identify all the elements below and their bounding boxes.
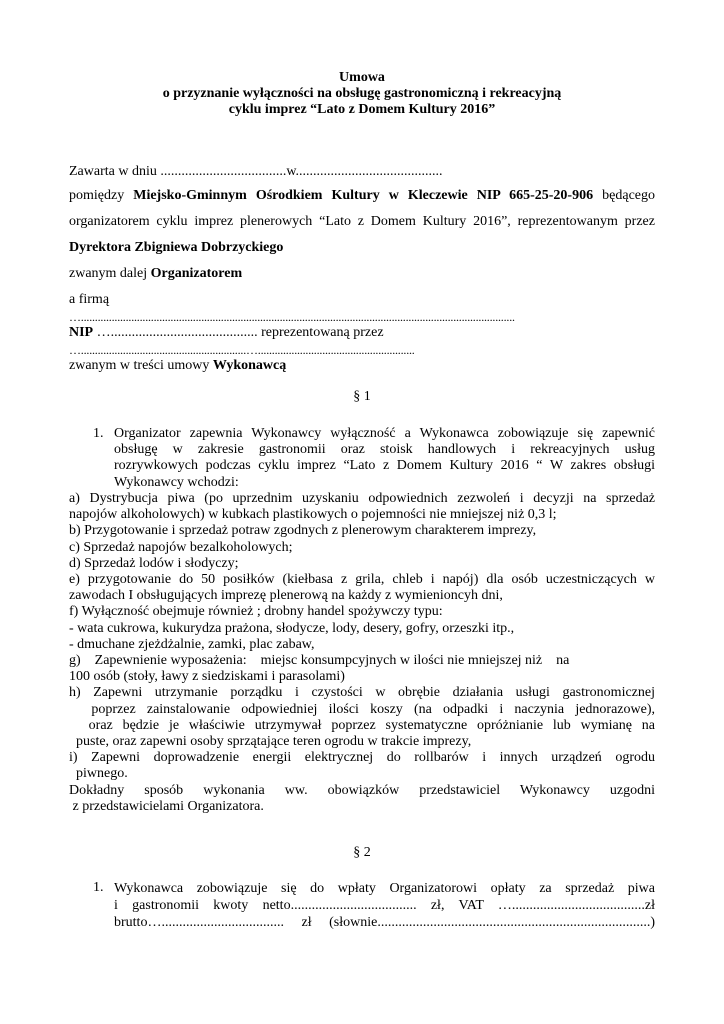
parties-paragraph [69,188,655,204]
organizer-description: organizatorem cyklu imprez plenerowych “Lato z Domem Kultury 2016”, reprezentowanym przez [69,214,655,229]
section-2-item-text: Wykonawca zobowiązuje się do wpłaty Organizatorowi opłaty za sprzedaż piwa i gastronomii kwoty netto.................................... zł, VAT …......................................zł brutto…................................... zł (słownie..............................................................................) [114,881,655,930]
point-f-dash-1: - wata cukrowa, kukurydza prażona, słodycze, lody, desery, gofry, orzeszki itp., [69,620,515,636]
document-title: Umowa [339,70,385,85]
point-h: h) Zapewni utrzymanie porządku i czystości w obrębie działania usługi gastronomicznej [69,685,655,701]
organizer-name: Miejsko-Gminnym Ośrodkiem Kultury w Kleczewie NIP 665-25-20-906 [133,188,594,203]
director-name: Dyrektora Zbigniewa Dobrzyckiego [69,240,284,255]
called-organizer-line: zwanym dalej Organizatorem [69,266,243,281]
point-a: a) Dystrybucja piwa (po uprzednim uzyskaniu odpowiednich zezwoleń i decyzji na sprzedaż [69,491,655,506]
nip-line: NIP ….......................................... reprezentowaną przez [69,325,384,340]
contractor-line: zwanym w treści umowy Wykonawcą [69,358,287,373]
section-1-item-text: Organizator zapewnia Wykonawcy wyłączność a Wykonawca zobowiązuje się zapewnić obsługę w zakresie gastronomii oraz stoisk handlowych i rekreacyjnych usług rozrywkowych podczas cyklu imprez “Lato z Domem Kultury 2016 “ W zakres obsługi Wykonawcy wchodzi: [114,426,655,490]
concluded-on-line: Zawarta w dniu ....................................w.......................................... [69,164,443,179]
between-line: pomiędzy Miejsko-Gminnym Ośrodkiem Kultury w Kleczewie NIP 665-25-20-906 będącego [69,188,655,203]
company-label: a firmą [69,292,110,307]
point-d: d) Sprzedaż lodów i słodyczy; [69,555,239,571]
representative-dotted-line: …...........................................................…........................................................ [69,343,415,357]
point-e: e) przygotowanie do 50 posiłków (kiełbasa z grila, chleb i napój) dla osób uczestniczących w [69,572,655,588]
closing-note: Dokładny sposób wykonania ww. obowiązków przedstawiciel Wykonawcy uzgodni [69,782,655,798]
point-g: g) Zapewnienie wyposażenia: miejsc konsumpcyjnych w ilości nie mniejszej niż na [69,653,570,669]
section-1-heading: § 1 [353,389,371,404]
point-c: c) Sprzedaż napojów bezalkoholowych; [69,539,293,555]
section-2-heading: § 2 [353,845,371,860]
point-i: i) Zapewni doprowadzenie energii elektrycznej do rollbarów i innych urządzeń ogrodu [69,750,655,766]
section-1-points: a) Dystrybucja piwa (po uprzednim uzyskaniu odpowiednich zezwoleń i decyzji na sprzedaż napojów alkoholowych) w kubkach plastikowych o pojemności nie mniejszej niż 0,3 l; b) Przygotowanie i sprzedaż potraw zgodnych z plenerowym charakterem imprezy, c) Sprzedaż napojów bezalkoholowych; d) Sprzedaż lodów i słodyczy; e) przygotowanie do 50 posiłków (kiełbasa z grila, chleb i napój) dla osób uczestniczących w zawodach I obsługujących imprezę plenerową na każdy z wymienioncyh dni, f) Wyłączność obejmuje również ; drobny handel spożywczy typu: - wata cukrowa, kukurydza prażona, słodycze, lody, desery, gofry, orzeszki itp., - dmuchane zjeżdżalnie, zamki, plac zabaw, g) Zapewnienie wyposażenia: miejsc konsumpcyjnych w ilości nie mniejszej niż na 100 osób (stoły, ławy z siedziskami i parasolami) h) Zapewni utrzymanie porządku i czystości w obrębie działania usługi gastronomicznej poprzez zainstalowanie odpowiedniej ilości koszy (na odpadki i naczynia jednorazowe), oraz będzie je właściwie utrzymywał poprzez systematyczne opróżnianie lub wymianę na puste, oraz zapewni osoby sprzątające teren ogrodu w trakcie imprezy, i) Zapewni doprowadzenie energii elektrycznej do rollbarów i innych urządzeń ogrodu piwnego. Dokładny sposób wykonania ww. obowiązków przedstawiciel Wykonawcy uzgodni z przedstawicielami Organizatora. [69,491,655,814]
point-b: b) Przygotowanie i sprzedaż potraw zgodnych z plenerowym charakterem imprezy, [69,523,537,539]
point-f-dash-2: - dmuchane zjeżdżalnie, zamki, plac zabaw, [69,636,315,652]
section-1-item-number: 1. [93,426,104,441]
point-f: f) Wyłączność obejmuje również ; drobny handel spożywczy typu: [69,604,443,620]
company-dotted-line: …........................................................................................................................................................... [69,310,515,324]
document-subtitle-line-2: cyklu imprez “Lato z Domem Kultury 2016” [228,102,496,117]
document-subtitle-line-1: o przyznanie wyłączności na obsługę gastronomiczną i rekreacyjną [162,86,562,101]
section-2-item-number: 1. [93,880,104,895]
